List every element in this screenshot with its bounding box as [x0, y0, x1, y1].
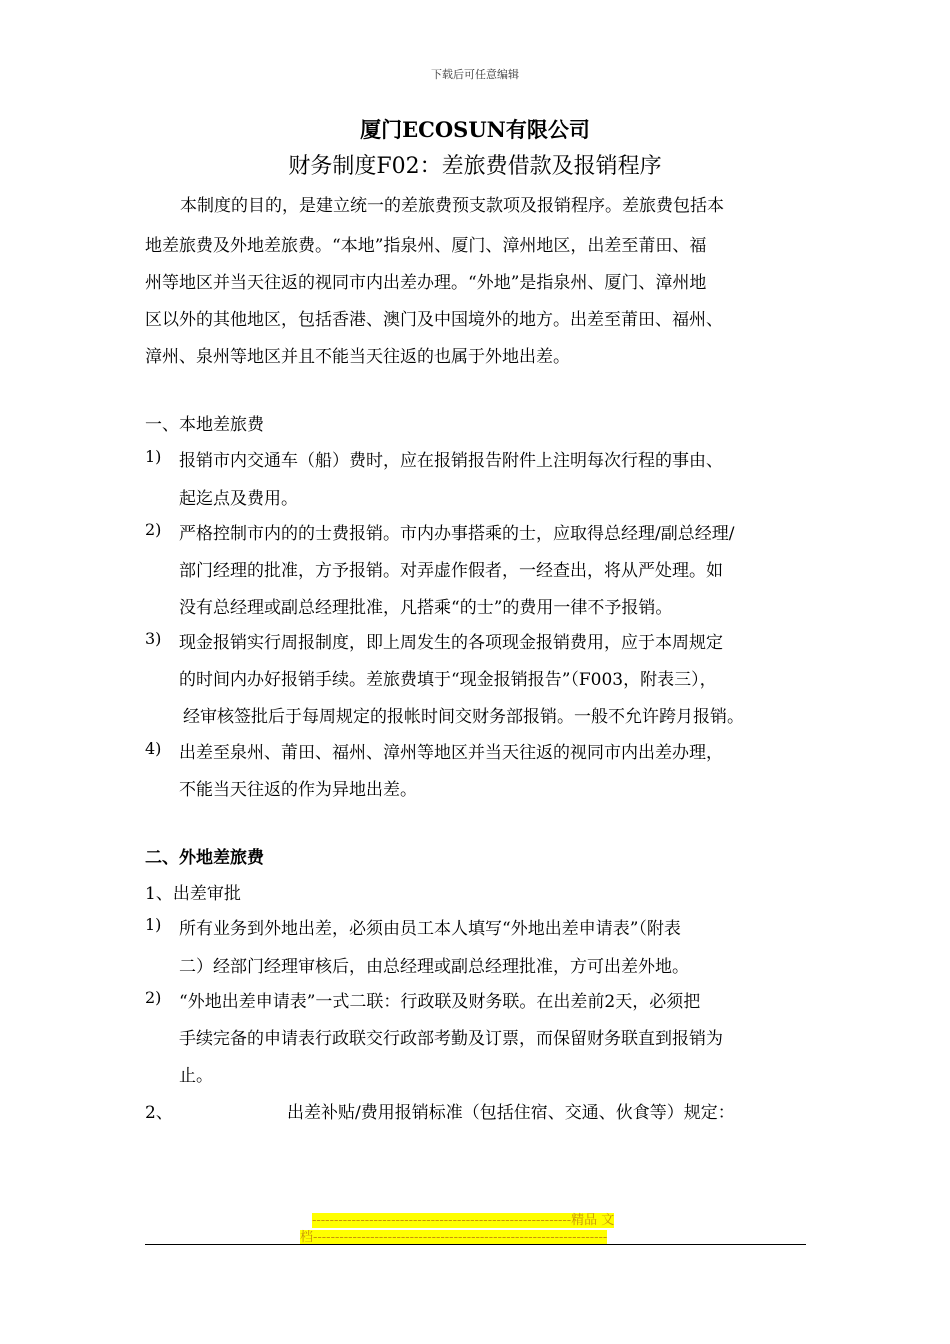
- list-item-line: 报销市内交通车（船）费时，应在报销报告附件上注明每次行程的事由、: [179, 451, 723, 471]
- list-item-line: 现金报销实行周报制度，即上周发生的各项现金报销费用，应于本周规定: [179, 633, 723, 653]
- footer-divider: [145, 1244, 806, 1245]
- header-note: 下载后可任意编辑: [431, 68, 519, 81]
- list-item-line: 二）经部门经理审核后，由总经理或副总经理批准，方可出差外地。: [179, 957, 689, 977]
- footer-watermark: [300, 1212, 650, 1246]
- list-item-line: 止。: [179, 1066, 213, 1086]
- footer-line: -----------------------------------------------------------精品 文: [312, 1213, 615, 1228]
- list-item-line: 严格控制市内的的士费报销。市内办事搭乘的士，应取得总经理/副总经理/: [179, 524, 735, 544]
- list-item-line: 不能当天往返的作为异地出差。: [179, 780, 417, 800]
- section-heading: 二、外地差旅费: [145, 848, 264, 868]
- intro-line: 漳州、泉州等地区并且不能当天往返的也属于外地出差。: [145, 347, 570, 367]
- list-number: 2): [145, 988, 162, 1007]
- list-item-line: 没有总经理或副总经理批准，凡搭乘“的士”的费用一律不予报销。: [179, 598, 673, 618]
- list-item-line: 起迄点及费用。: [179, 489, 298, 509]
- section-heading: 一、本地差旅费: [145, 415, 264, 435]
- intro-line: 区以外的其他地区，包括香港、澳门及中国境外的地方。出差至莆田、福州、: [145, 310, 723, 330]
- list-item-line: 部门经理的批准，方予报销。对弄虚作假者，一经查出，将从严处理。如: [179, 561, 723, 581]
- document-subtitle: 财务制度F02：差旅费借款及报销程序: [288, 154, 662, 179]
- list-number: 4): [145, 739, 162, 758]
- list-number: 1): [145, 915, 162, 934]
- list-number: 2): [145, 520, 162, 539]
- document-title: 厦门ECOSUN有限公司: [360, 117, 590, 142]
- intro-line: 地差旅费及外地差旅费。“本地”指泉州、厦门、漳州地区，出差至莆田、福: [145, 236, 707, 256]
- list-item-line: 经审核签批后于每周规定的报帐时间交财务部报销。一般不允许跨月报销。: [183, 707, 744, 727]
- list-number: 3): [145, 629, 162, 648]
- subsection-heading: 出差补贴/费用报销标准（包括住宿、交通、伙食等）规定：: [287, 1103, 735, 1123]
- intro-line: 州等地区并当天往返的视同市内出差办理。“外地”是指泉州、厦门、漳州地: [145, 273, 707, 293]
- list-item-line: “外地出差申请表”一式二联：行政联及财务联。在出差前2天，必须把: [179, 992, 701, 1012]
- subsection-number: 2、: [145, 1103, 173, 1123]
- footer-line: 档-------------------------------------------------------------------: [300, 1230, 608, 1245]
- subsection-heading: 1、出差审批: [145, 884, 241, 904]
- list-item-line: 所有业务到外地出差，必须由员工本人填写“外地出差申请表”（附表: [179, 919, 681, 939]
- list-item-line: 出差至泉州、莆田、福州、漳州等地区并当天往返的视同市内出差办理，: [179, 743, 723, 763]
- list-number: 1): [145, 447, 162, 466]
- list-item-line: 的时间内办好报销手续。差旅费填于“现金报销报告”（F003，附表三），: [179, 670, 717, 690]
- list-item-line: 手续完备的申请表行政联交行政部考勤及订票，而保留财务联直到报销为: [179, 1029, 723, 1049]
- intro-line: 本制度的目的，是建立统一的差旅费预支款项及报销程序。差旅费包括本: [180, 196, 724, 216]
